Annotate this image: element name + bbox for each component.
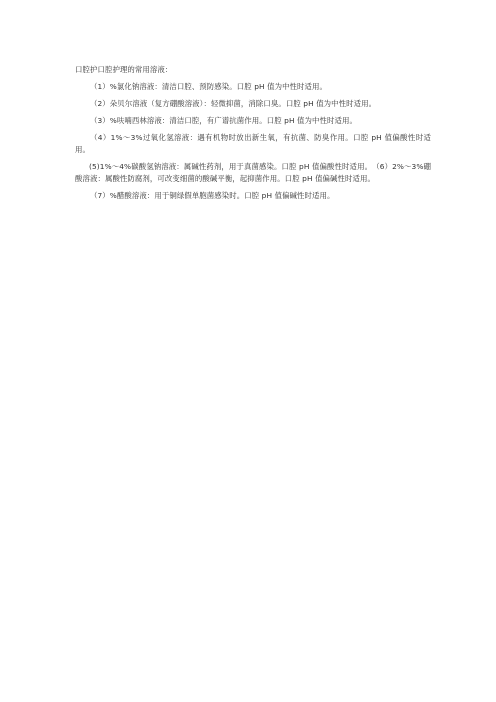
paragraph-3: （3）%呋喃西林溶液：清洁口腔，有广谱抗菌作用。口腔 pH 值为中性时适用。 <box>90 116 357 125</box>
paragraph-5-6: (5)1%～4%碳酸氢钠溶液：属碱性药剂，用于真菌感染。口腔 pH 值偏酸性时适用。 （6）2%～3%硼酸溶液：属酸性防腐剂，可改变细菌的酸碱平衡，起抑菌作用。口腔 pH 值偏碱性时适用。 <box>75 162 431 183</box>
paragraph-7: （7）%醋酸溶液：用于铜绿假单胞菌感染时。口腔 pH 值偏碱性时适用。 <box>90 191 335 200</box>
document-body <box>75 64 431 207</box>
paragraph-2: （2）朵贝尔溶液（复方硼酸溶液）：轻微抑菌，消除口臭。口腔 pH 值为中性时适用。 <box>90 99 377 108</box>
paragraph-1: （1）%氯化钠溶液：清洁口腔、预防感染。口腔 pH 值为中性时适用。 <box>90 82 328 91</box>
paragraph-4: （4）1%～3%过氧化氢溶液：遇有机物时放出新生氧，有抗菌、防臭作用。口腔 pH 值偏酸性时适用。 <box>75 133 431 154</box>
document-title: 口腔护口腔护理的常用溶液： <box>75 65 173 74</box>
